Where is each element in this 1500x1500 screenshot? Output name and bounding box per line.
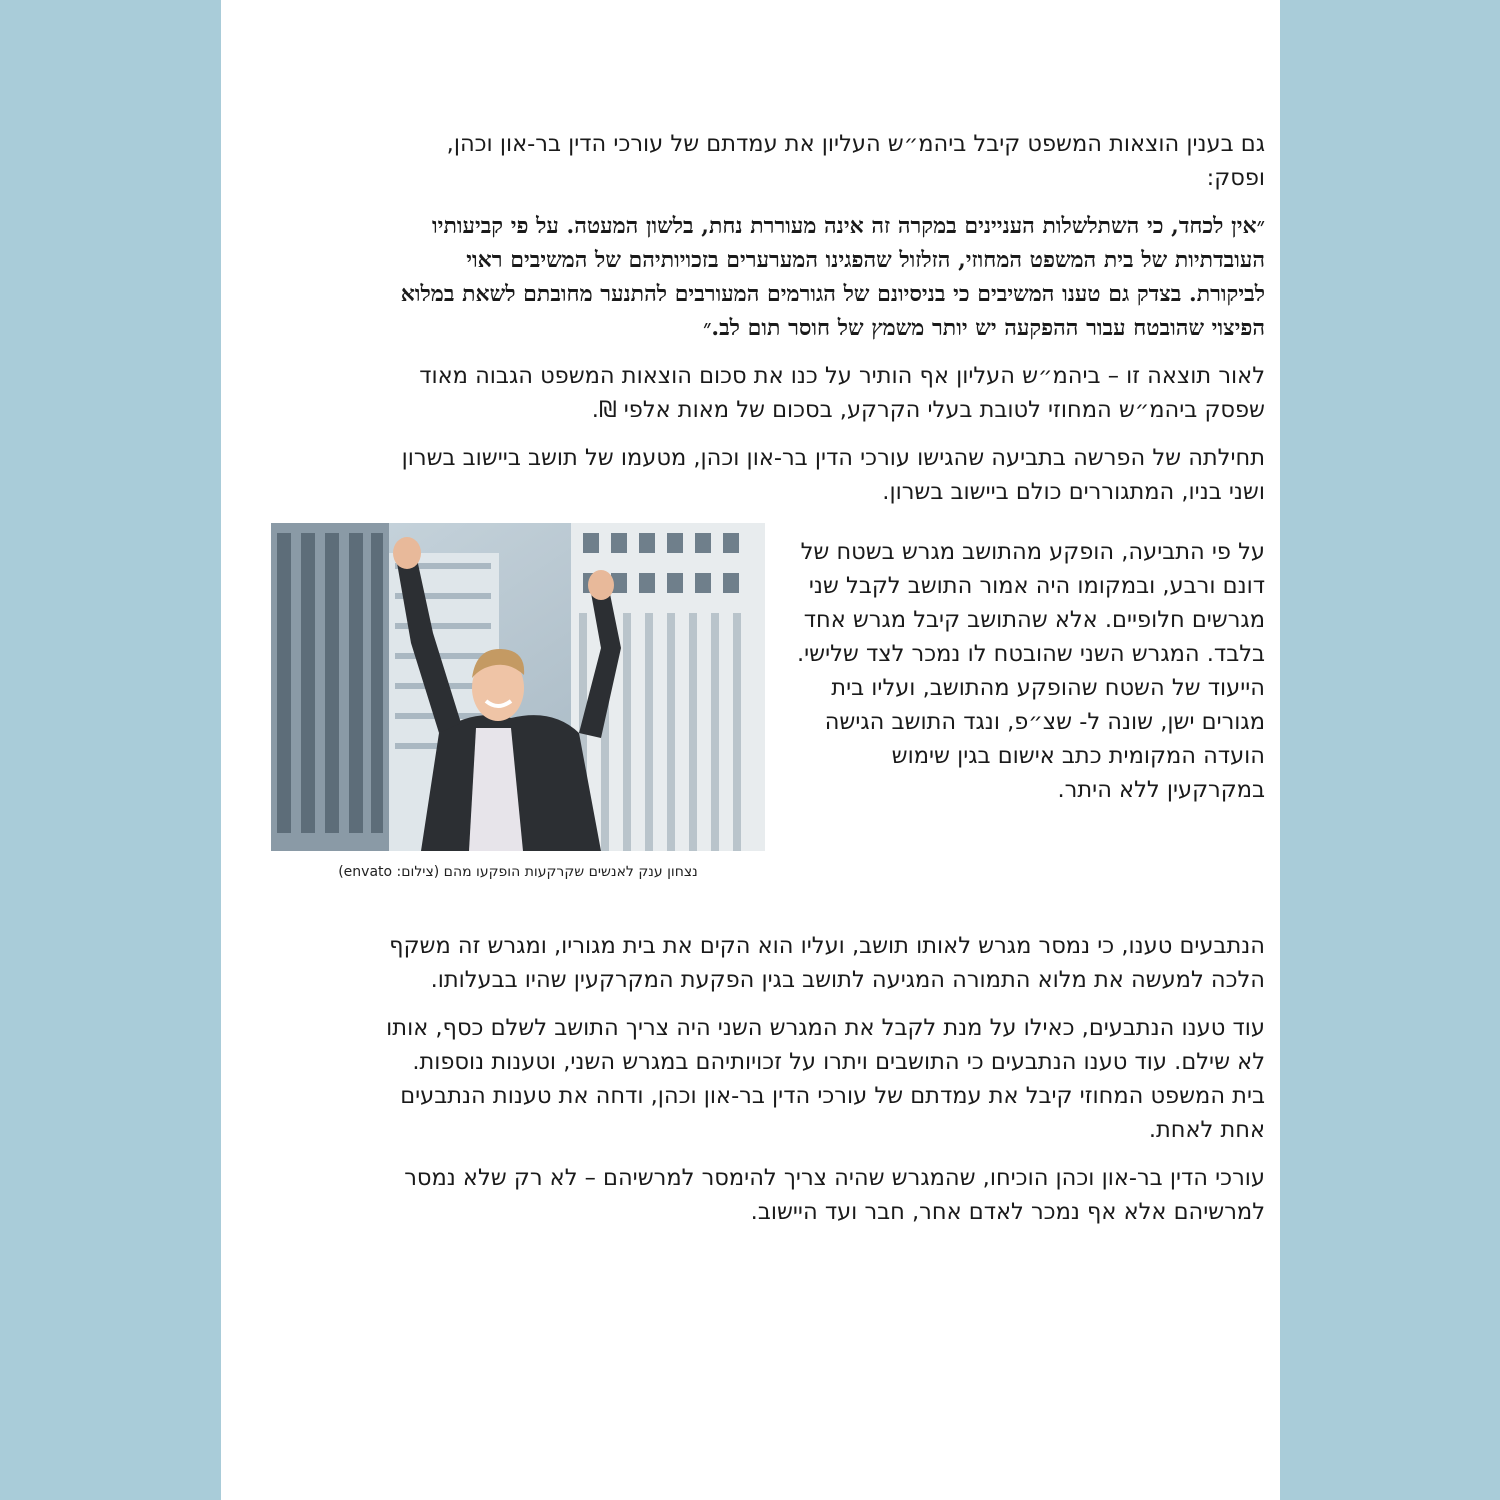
paragraph-legal-costs-intro: גם בענין הוצאות המשפט קיבל ביהמ״ש העליון את עמדתם של עורכי הדין בר-און וכהן, ופסק: — [446, 131, 1265, 191]
paragraph-claim-details: על פי התביעה, הופקע מהתושב מגרש בשטח של דונם ורבע, ובמקומו היה אמור התושב לקבל שני מגרשים חלופיים. אלא שהתושב קיבל מגרש אחד בלבד. המגרש השני שהובטח לו נמכר לצד שלישי. הייעוד של השטח שהופקע מהתושב, ועליו בית מגורים ישן, שונה ל- שצ״פ, ונגד התושב הגישה הועדה המקומית כתב אישום בגין שימוש במקרקעין ללא היתר. — [796, 539, 1265, 803]
article-body — [338, 127, 1265, 1243]
celebrating-man-photo — [271, 523, 765, 851]
claim-section-with-photo — [338, 523, 1265, 907]
paragraph-legal-costs-result: לאור תוצאה זו – ביהמ״ש העליון אף הותיר על כנו את סכום הוצאות המשפט הגבוה מאוד שפסק ביהמ״ש המחוזי לטובת בעלי הקרקע, בסכום של מאות אלפי ₪. — [419, 363, 1265, 423]
paragraph-lawyers-proof: עורכי הדין בר-און וכהן הוכיחו, שהמגרש שהיה צריך להימסר למרשיהם – לא רק שלא נמסר למרשיהם אלא אף נמכר לאדם אחר, חבר ועד היישוב. — [404, 1165, 1265, 1225]
paragraph-defendants-further-claims: עוד טענו הנתבעים, כאילו על מנת לקבל את המגרש השני היה צריך התושב לשלם כסף, אותו לא שילם. עוד טענו הנתבעים כי התושבים ויתרו על זכויותיהם במגרש השני, וטענות נוספות. בית המשפט המחוזי קיבל את עמדתם של עורכי הדין בר-און וכהן, ודחה את טענות הנתבעים אחת לאחת. — [386, 1015, 1265, 1143]
paragraph-case-background: תחילתה של הפרשה בתביעה שהגישו עורכי הדין בר-און וכהן, מטעמו של תושב ביישוב בשרון ושני בניו, המתגוררים כולם ביישוב בשרון. — [401, 445, 1265, 505]
photo-caption: נצחון ענק לאנשים שקרקעות הופקעו מהם (צילום: envato) — [338, 864, 698, 880]
paragraph-defendants-claim: הנתבעים טענו, כי נמסר מגרש לאותו תושב, ועליו הוא הקים את בית מגוריו, ומגרש זה משקף הלכה למעשה את מלוא התמורה המגיעה לתושב בגין הפקעת המקרקעין שהיו בבעלותו. — [389, 933, 1265, 993]
court-ruling-quote: ״אין לכחד, כי השתלשלות העניינים במקרה זה אינה מעוררת נחת, בלשון המעטה. על פי קביעותיו העובדתיות של בית המשפט המחוזי, הזלזול שהפגינו המערערים בזכויותיהם של המשיבים ראוי לביקורת. בצדק גם טענו המשיבים כי בניסיונם של הגורמים המעורבים להתנער מחובתם לשאת במלוא הפיצוי שהובטח עבור ההפקעה יש יותר משמץ של חוסר תום לב.״ — [400, 213, 1265, 341]
